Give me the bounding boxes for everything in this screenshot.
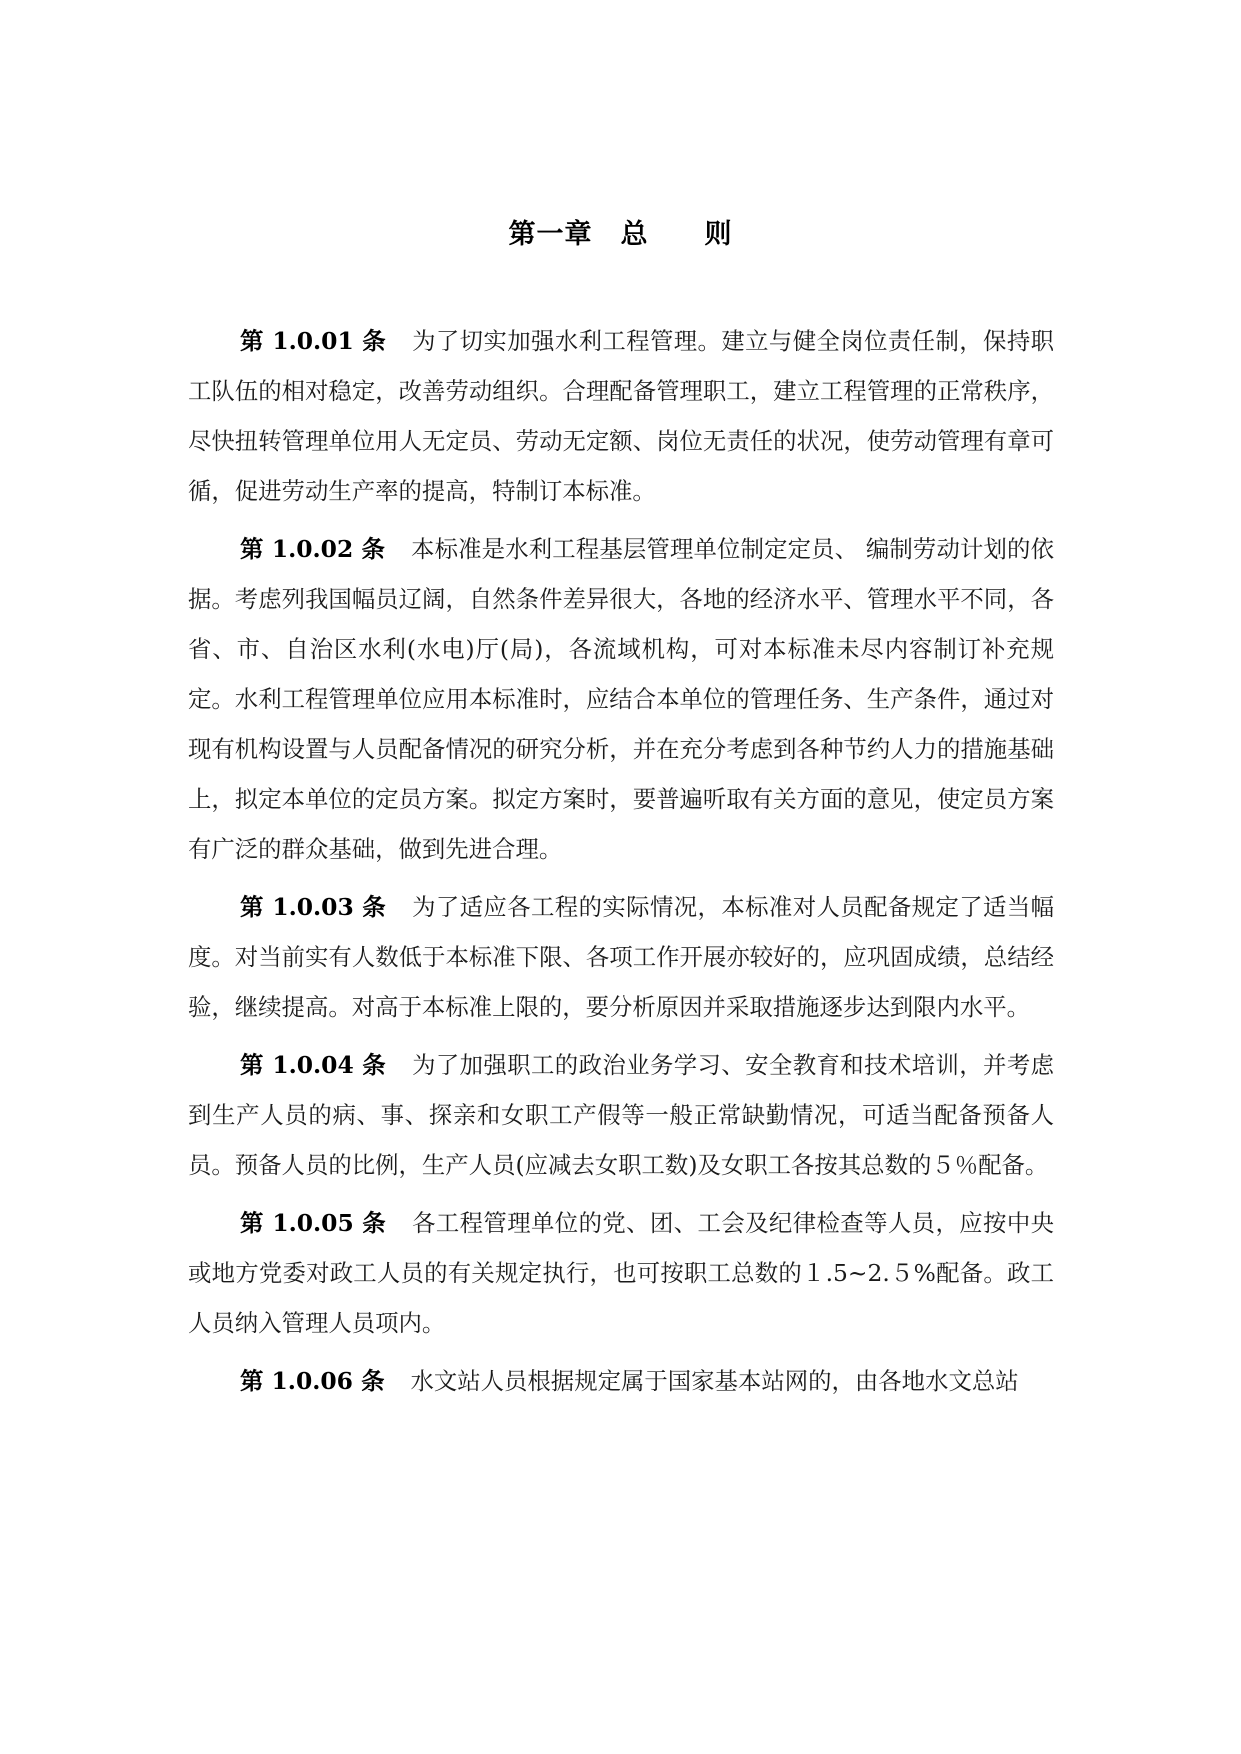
article-text: 为了适应各工程的实际情况，本标准对人员配备规定了适当幅度。对当前实有人数低于本标准下限、各项工作开展亦较好的，应巩固成绩，总结经验，继续提高。对高于本标准上限的，要分析原因并采取措施逐步达到限内水平。 [188, 893, 1054, 1021]
article-1-0-04 [188, 1040, 1054, 1190]
chapter-title: 第一章 总 则 [508, 219, 733, 250]
article-number: 第 1.0.04 条 [240, 1051, 387, 1079]
article-text: 水文站人员根据规定属于国家基本站网的，由各地水文总站 [410, 1367, 1019, 1395]
article-number: 第 1.0.01 条 [240, 327, 387, 355]
article-number: 第 1.0.03 条 [240, 893, 387, 921]
article-text: 为了切实加强水利工程管理。建立与健全岗位责任制，保持职工队伍的相对稳定，改善劳动组织。合理配备管理职工，建立工程管理的正常秩序，尽快扭转管理单位用人无定员、劳动无定额、岗位无责任的状况，使劳动管理有章可循，促进劳动生产率的提高，特制订本标准。 [188, 327, 1054, 505]
article-1-0-03 [188, 882, 1054, 1032]
article-1-0-06 [188, 1356, 1054, 1406]
article-text: 各工程管理单位的党、团、工会及纪律检查等人员，应按中央或地方党委对政工人员的有关规定执行，也可按职工总数的１.5~2.５%配备。政工人员纳入管理人员项内。 [188, 1209, 1054, 1337]
document-body [188, 316, 1054, 1414]
article-number: 第 1.0.06 条 [240, 1367, 385, 1395]
article-number: 第 1.0.05 条 [240, 1209, 387, 1237]
article-text: 本标准是水利工程基层管理单位制定定员、 编制劳动计划的依据。考虑列我国幅员辽阔，自然条件差异很大，各地的经济水平、管理水平不同，各省、市、自治区水利(水电)厅(局)，各流域机构，可对本标准未尽内容制订补充规定。水利工程管理单位应用本标准时，应结合本单位的管理任务、生产条件，通过对现有机构设置与人员配备情况的研究分析，并在充分考虑到各种节约人力的措施基础上，拟定本单位的定员方案。拟定方案时，要普遍听取有关方面的意见，使定员方案有广泛的群众基础，做到先进合理。 [188, 535, 1054, 863]
article-1-0-05 [188, 1198, 1054, 1348]
article-1-0-02 [188, 524, 1054, 874]
article-number: 第 1.0.02 条 [240, 535, 386, 563]
article-1-0-01 [188, 316, 1054, 516]
article-text: 为了加强职工的政治业务学习、安全教育和技术培训，并考虑到生产人员的病、事、探亲和女职工产假等一般正常缺勤情况，可适当配备预备人员。预备人员的比例，生产人员(应减去女职工数)及女职工各按其总数的５％配备。 [188, 1051, 1054, 1179]
